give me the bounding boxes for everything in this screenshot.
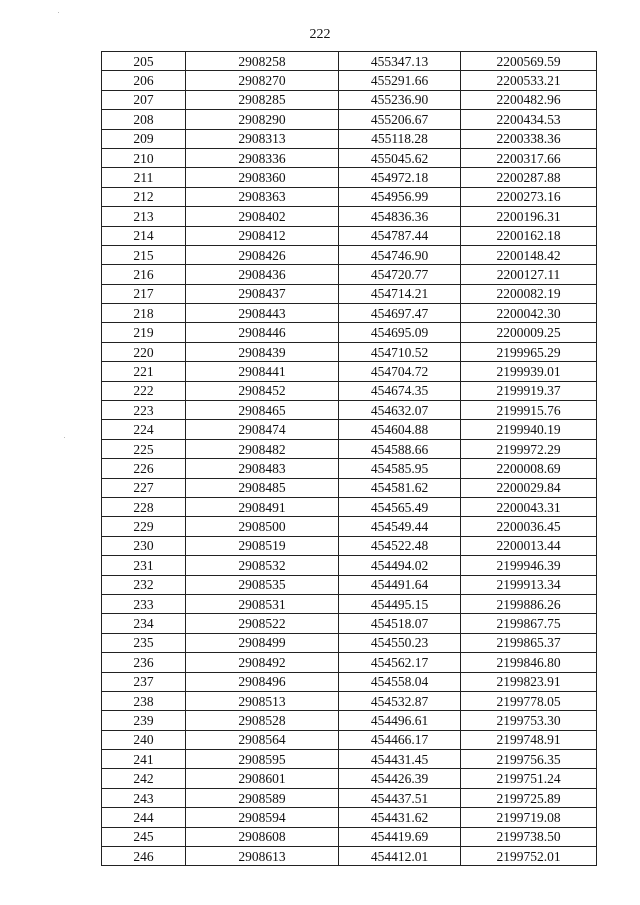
coord-y-cell: 2200569.59 <box>461 52 597 71</box>
point-id-cell: 2908564 <box>186 730 339 749</box>
coord-x-cell: 454674.35 <box>339 381 461 400</box>
scan-artifact <box>64 437 65 438</box>
point-id-cell: 2908290 <box>186 110 339 129</box>
point-number-cell: 237 <box>102 672 186 691</box>
coord-x-cell: 454604.88 <box>339 420 461 439</box>
point-id-cell: 2908474 <box>186 420 339 439</box>
point-id-cell: 2908528 <box>186 711 339 730</box>
coord-x-cell: 454746.90 <box>339 245 461 264</box>
point-number-cell: 245 <box>102 827 186 846</box>
table-row <box>102 847 597 866</box>
point-id-cell: 2908439 <box>186 342 339 361</box>
table-row <box>102 439 597 458</box>
point-id-cell: 2908441 <box>186 362 339 381</box>
point-number-cell: 244 <box>102 808 186 827</box>
point-number-cell: 242 <box>102 769 186 788</box>
table-row <box>102 575 597 594</box>
coord-y-cell: 2200196.31 <box>461 207 597 226</box>
table-row <box>102 284 597 303</box>
point-number-cell: 229 <box>102 517 186 536</box>
point-number-cell: 211 <box>102 168 186 187</box>
coord-y-cell: 2200533.21 <box>461 71 597 90</box>
point-number-cell: 239 <box>102 711 186 730</box>
point-id-cell: 2908522 <box>186 614 339 633</box>
table-row <box>102 459 597 478</box>
coord-x-cell: 454695.09 <box>339 323 461 342</box>
coord-x-cell: 454491.64 <box>339 575 461 594</box>
coord-y-cell: 2200127.11 <box>461 265 597 284</box>
table-row <box>102 245 597 264</box>
coord-y-cell: 2200434.53 <box>461 110 597 129</box>
point-id-cell: 2908608 <box>186 827 339 846</box>
table-row <box>102 672 597 691</box>
coord-y-cell: 2200162.18 <box>461 226 597 245</box>
point-id-cell: 2908465 <box>186 401 339 420</box>
coord-y-cell: 2200082.19 <box>461 284 597 303</box>
coord-x-cell: 454495.15 <box>339 594 461 613</box>
coord-x-cell: 454581.62 <box>339 478 461 497</box>
table-row <box>102 691 597 710</box>
coord-x-cell: 454565.49 <box>339 497 461 516</box>
table-row <box>102 401 597 420</box>
coord-x-cell: 454972.18 <box>339 168 461 187</box>
table-row <box>102 750 597 769</box>
coordinates-table-body <box>102 52 597 866</box>
coord-x-cell: 454431.45 <box>339 750 461 769</box>
table-row <box>102 304 597 323</box>
coord-x-cell: 454704.72 <box>339 362 461 381</box>
coord-x-cell: 454549.44 <box>339 517 461 536</box>
point-number-cell: 217 <box>102 284 186 303</box>
coord-x-cell: 454496.61 <box>339 711 461 730</box>
coord-y-cell: 2200148.42 <box>461 245 597 264</box>
coord-y-cell: 2199965.29 <box>461 342 597 361</box>
table-row <box>102 556 597 575</box>
point-number-cell: 207 <box>102 90 186 109</box>
table-row <box>102 226 597 245</box>
table-row <box>102 788 597 807</box>
point-id-cell: 2908426 <box>186 245 339 264</box>
coord-y-cell: 2200482.96 <box>461 90 597 109</box>
point-number-cell: 228 <box>102 497 186 516</box>
table-row <box>102 323 597 342</box>
point-number-cell: 238 <box>102 691 186 710</box>
coord-x-cell: 454532.87 <box>339 691 461 710</box>
point-id-cell: 2908594 <box>186 808 339 827</box>
point-number-cell: 220 <box>102 342 186 361</box>
table-row <box>102 614 597 633</box>
point-number-cell: 236 <box>102 653 186 672</box>
table-row <box>102 52 597 71</box>
point-id-cell: 2908452 <box>186 381 339 400</box>
coord-x-cell: 454437.51 <box>339 788 461 807</box>
table-row <box>102 71 597 90</box>
coord-x-cell: 454518.07 <box>339 614 461 633</box>
coord-x-cell: 454558.04 <box>339 672 461 691</box>
coord-y-cell: 2199756.35 <box>461 750 597 769</box>
point-id-cell: 2908443 <box>186 304 339 323</box>
point-id-cell: 2908500 <box>186 517 339 536</box>
table-row <box>102 497 597 516</box>
table-row <box>102 381 597 400</box>
coord-x-cell: 455118.28 <box>339 129 461 148</box>
coord-x-cell: 454562.17 <box>339 653 461 672</box>
table-row <box>102 517 597 536</box>
table-row <box>102 808 597 827</box>
point-number-cell: 205 <box>102 52 186 71</box>
point-number-cell: 230 <box>102 536 186 555</box>
table-row <box>102 478 597 497</box>
point-id-cell: 2908492 <box>186 653 339 672</box>
point-id-cell: 2908595 <box>186 750 339 769</box>
point-number-cell: 226 <box>102 459 186 478</box>
point-number-cell: 234 <box>102 614 186 633</box>
coord-y-cell: 2199753.30 <box>461 711 597 730</box>
coord-x-cell: 454522.48 <box>339 536 461 555</box>
coord-y-cell: 2199886.26 <box>461 594 597 613</box>
table-row <box>102 110 597 129</box>
coord-y-cell: 2199913.34 <box>461 575 597 594</box>
coord-y-cell: 2200029.84 <box>461 478 597 497</box>
point-id-cell: 2908336 <box>186 148 339 167</box>
point-id-cell: 2908491 <box>186 497 339 516</box>
point-number-cell: 240 <box>102 730 186 749</box>
coord-x-cell: 454836.36 <box>339 207 461 226</box>
coord-y-cell: 2200042.30 <box>461 304 597 323</box>
point-number-cell: 232 <box>102 575 186 594</box>
coord-x-cell: 454710.52 <box>339 342 461 361</box>
table-row <box>102 129 597 148</box>
coord-y-cell: 2200043.31 <box>461 497 597 516</box>
coord-y-cell: 2199823.91 <box>461 672 597 691</box>
coord-y-cell: 2200009.25 <box>461 323 597 342</box>
table-row <box>102 207 597 226</box>
point-id-cell: 2908437 <box>186 284 339 303</box>
point-number-cell: 219 <box>102 323 186 342</box>
coord-x-cell: 454412.01 <box>339 847 461 866</box>
point-number-cell: 215 <box>102 245 186 264</box>
point-id-cell: 2908402 <box>186 207 339 226</box>
point-id-cell: 2908532 <box>186 556 339 575</box>
coord-y-cell: 2199752.01 <box>461 847 597 866</box>
coord-y-cell: 2199719.08 <box>461 808 597 827</box>
coord-x-cell: 454588.66 <box>339 439 461 458</box>
coord-x-cell: 454550.23 <box>339 633 461 652</box>
table-row <box>102 633 597 652</box>
table-row <box>102 187 597 206</box>
coord-y-cell: 2200317.66 <box>461 148 597 167</box>
table-row <box>102 653 597 672</box>
point-id-cell: 2908601 <box>186 769 339 788</box>
coord-x-cell: 455206.67 <box>339 110 461 129</box>
point-number-cell: 208 <box>102 110 186 129</box>
point-id-cell: 2908519 <box>186 536 339 555</box>
scan-artifact <box>58 12 59 13</box>
coord-y-cell: 2199915.76 <box>461 401 597 420</box>
coord-y-cell: 2199972.29 <box>461 439 597 458</box>
coord-y-cell: 2199946.39 <box>461 556 597 575</box>
point-number-cell: 241 <box>102 750 186 769</box>
point-number-cell: 227 <box>102 478 186 497</box>
table-row <box>102 769 597 788</box>
point-id-cell: 2908285 <box>186 90 339 109</box>
point-number-cell: 222 <box>102 381 186 400</box>
table-row <box>102 594 597 613</box>
point-id-cell: 2908412 <box>186 226 339 245</box>
point-number-cell: 243 <box>102 788 186 807</box>
table-row <box>102 730 597 749</box>
coord-y-cell: 2199865.37 <box>461 633 597 652</box>
coord-y-cell: 2200287.88 <box>461 168 597 187</box>
coord-y-cell: 2199725.89 <box>461 788 597 807</box>
coord-x-cell: 455291.66 <box>339 71 461 90</box>
point-id-cell: 2908535 <box>186 575 339 594</box>
table-row <box>102 420 597 439</box>
point-number-cell: 233 <box>102 594 186 613</box>
point-number-cell: 231 <box>102 556 186 575</box>
point-id-cell: 2908513 <box>186 691 339 710</box>
table-row <box>102 362 597 381</box>
point-id-cell: 2908483 <box>186 459 339 478</box>
point-id-cell: 2908446 <box>186 323 339 342</box>
coord-x-cell: 454720.77 <box>339 265 461 284</box>
point-id-cell: 2908499 <box>186 633 339 652</box>
coord-x-cell: 454956.99 <box>339 187 461 206</box>
table-row <box>102 90 597 109</box>
point-number-cell: 214 <box>102 226 186 245</box>
table-row <box>102 168 597 187</box>
coord-y-cell: 2199751.24 <box>461 769 597 788</box>
point-number-cell: 212 <box>102 187 186 206</box>
coord-x-cell: 454632.07 <box>339 401 461 420</box>
point-id-cell: 2908360 <box>186 168 339 187</box>
coord-x-cell: 454466.17 <box>339 730 461 749</box>
point-number-cell: 225 <box>102 439 186 458</box>
coord-x-cell: 455045.62 <box>339 148 461 167</box>
coord-y-cell: 2199738.50 <box>461 827 597 846</box>
point-number-cell: 206 <box>102 71 186 90</box>
coord-y-cell: 2200036.45 <box>461 517 597 536</box>
coord-y-cell: 2199867.75 <box>461 614 597 633</box>
coord-x-cell: 455236.90 <box>339 90 461 109</box>
table-row <box>102 536 597 555</box>
point-id-cell: 2908482 <box>186 439 339 458</box>
point-id-cell: 2908485 <box>186 478 339 497</box>
point-id-cell: 2908531 <box>186 594 339 613</box>
table-row <box>102 827 597 846</box>
point-id-cell: 2908436 <box>186 265 339 284</box>
coord-y-cell: 2200273.16 <box>461 187 597 206</box>
table-row <box>102 148 597 167</box>
coordinates-table <box>101 51 597 866</box>
coord-x-cell: 454494.02 <box>339 556 461 575</box>
coord-y-cell: 2199919.37 <box>461 381 597 400</box>
coord-y-cell: 2199778.05 <box>461 691 597 710</box>
coord-y-cell: 2200338.36 <box>461 129 597 148</box>
coord-x-cell: 454697.47 <box>339 304 461 323</box>
point-number-cell: 223 <box>102 401 186 420</box>
point-number-cell: 213 <box>102 207 186 226</box>
page-number: 222 <box>309 27 331 42</box>
coord-y-cell: 2199748.91 <box>461 730 597 749</box>
point-number-cell: 235 <box>102 633 186 652</box>
coord-y-cell: 2199940.19 <box>461 420 597 439</box>
coord-x-cell: 454419.69 <box>339 827 461 846</box>
point-number-cell: 210 <box>102 148 186 167</box>
point-number-cell: 209 <box>102 129 186 148</box>
table-row <box>102 265 597 284</box>
coord-x-cell: 454426.39 <box>339 769 461 788</box>
coord-y-cell: 2200008.69 <box>461 459 597 478</box>
point-id-cell: 2908589 <box>186 788 339 807</box>
table-row <box>102 711 597 730</box>
point-number-cell: 221 <box>102 362 186 381</box>
point-id-cell: 2908313 <box>186 129 339 148</box>
point-number-cell: 218 <box>102 304 186 323</box>
coord-x-cell: 454787.44 <box>339 226 461 245</box>
coord-y-cell: 2200013.44 <box>461 536 597 555</box>
point-id-cell: 2908258 <box>186 52 339 71</box>
table-row <box>102 342 597 361</box>
coord-x-cell: 454431.62 <box>339 808 461 827</box>
coord-y-cell: 2199846.80 <box>461 653 597 672</box>
coord-y-cell: 2199939.01 <box>461 362 597 381</box>
point-id-cell: 2908270 <box>186 71 339 90</box>
point-id-cell: 2908363 <box>186 187 339 206</box>
coord-x-cell: 454585.95 <box>339 459 461 478</box>
point-id-cell: 2908496 <box>186 672 339 691</box>
point-number-cell: 246 <box>102 847 186 866</box>
point-id-cell: 2908613 <box>186 847 339 866</box>
coord-x-cell: 455347.13 <box>339 52 461 71</box>
point-number-cell: 224 <box>102 420 186 439</box>
coord-x-cell: 454714.21 <box>339 284 461 303</box>
point-number-cell: 216 <box>102 265 186 284</box>
